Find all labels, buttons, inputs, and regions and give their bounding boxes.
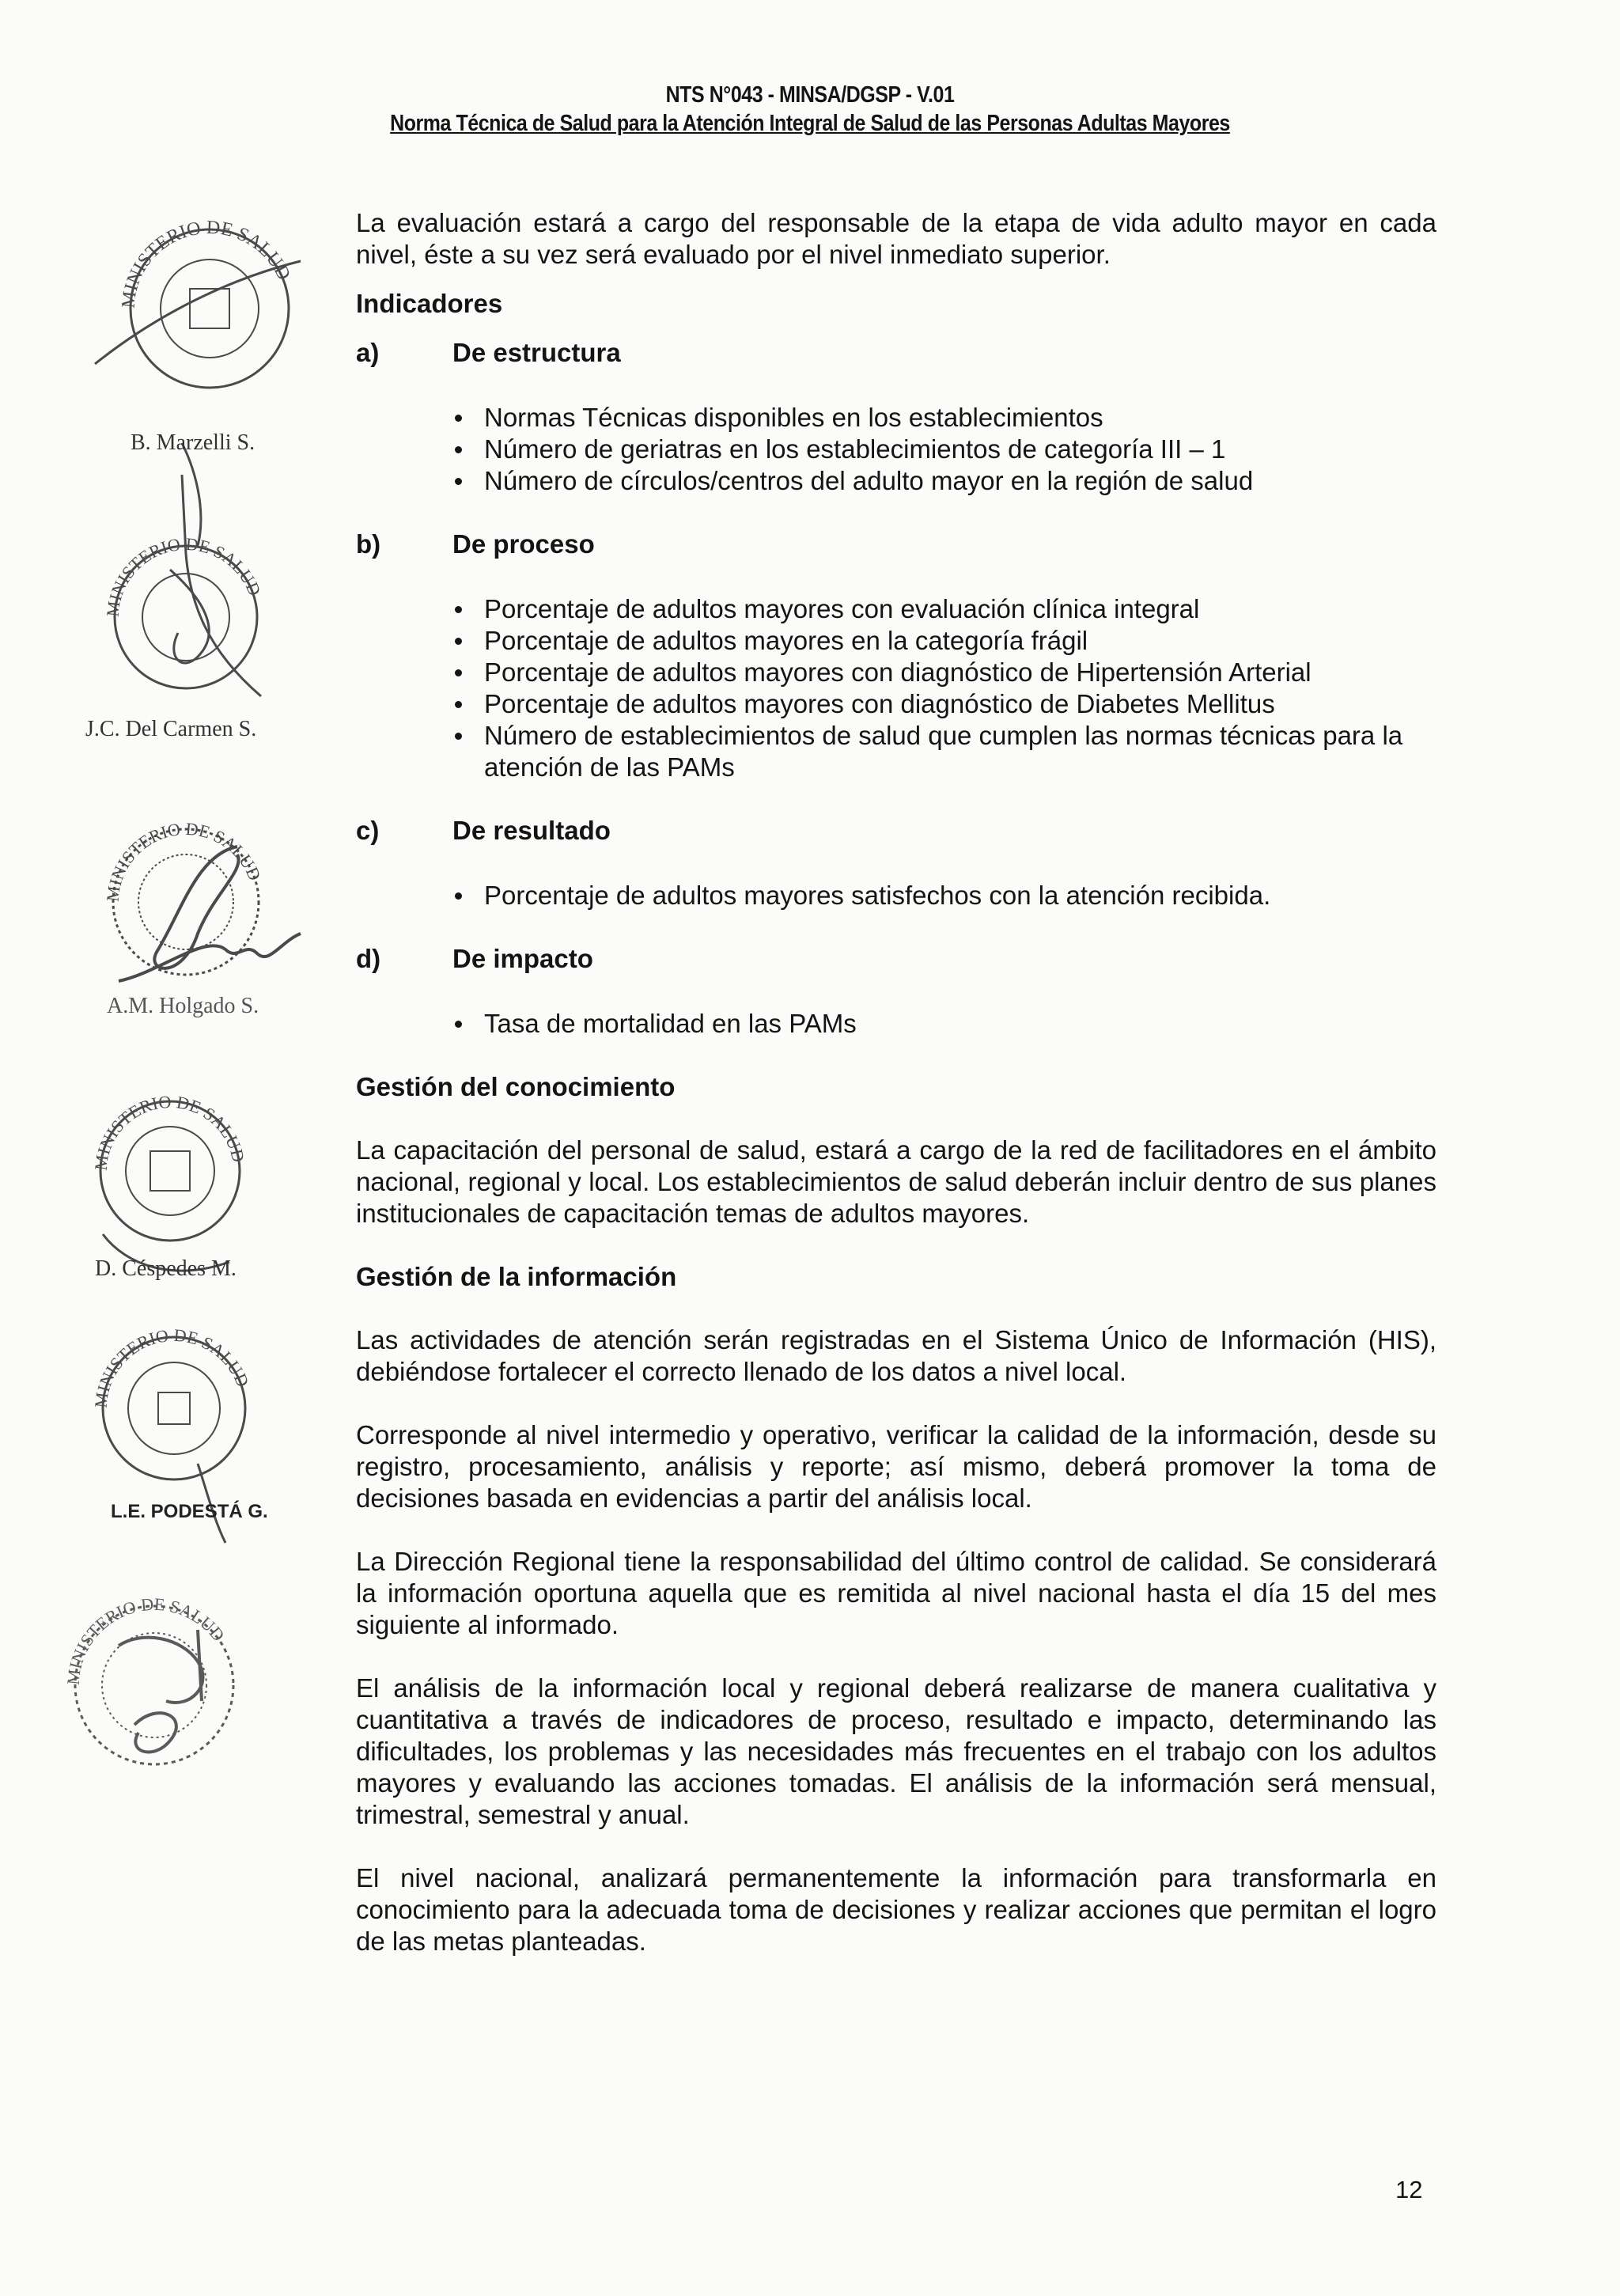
- page-number: 12: [1395, 2176, 1423, 2203]
- group-label: c): [356, 816, 380, 845]
- indicator-list-b: [356, 593, 1436, 783]
- header-code: NTS N°043 - MINSA/DGSP - V.01: [665, 82, 955, 108]
- seal-stamp-2: [103, 475, 265, 696]
- indicadores-heading: Indicadores: [356, 289, 503, 318]
- group-title: De estructura: [452, 338, 621, 367]
- informacion-paragraph-1: Las actividades de atención serán registradas en el Sistema Único de Información (HIS), debiéndose fortalecer el correcto llenado de los datos a nivel local.: [356, 1325, 1436, 1386]
- svg-text:MINISTERIO DE SALUD: MINISTERIO DE SALUD: [90, 1091, 249, 1172]
- list-item: Tasa de mortalidad en las PAMs: [356, 1008, 1436, 1040]
- document-body: [356, 207, 1436, 1957]
- svg-text:MINISTERIO DE SALUD: MINISTERIO DE SALUD: [62, 1593, 229, 1686]
- signature-name-2: J.C. Del Carmen S.: [85, 717, 257, 741]
- signature-name-4: D. Céspedes M.: [95, 1256, 237, 1281]
- seal-stamp-1: [95, 218, 301, 546]
- list-item: Porcentaje de adultos mayores satisfechos con la atención recibida.: [356, 880, 1436, 911]
- list-item: Porcentaje de adultos mayores con diagnóstico de Diabetes Mellitus: [356, 688, 1436, 720]
- informacion-paragraph-4: El análisis de la información local y regional deberá realizarse de manera cualitativa y cuantitativa a través de indicadores de proceso, resultado e impacto, determinando las dificultades, los problemas y las necesidades más frecuentes en el trabajo con los adultos mayores y evaluando las acciones tomadas. El análisis de la información será mensual, trimestral, semestral y anual.: [356, 1673, 1436, 1829]
- signature-name-3: A.M. Holgado S.: [107, 994, 259, 1018]
- svg-text:MINISTERIO DE SALUD: MINISTERIO DE SALUD: [90, 1324, 253, 1409]
- informacion-heading: Gestión de la información: [356, 1262, 677, 1291]
- group-label: b): [356, 529, 381, 559]
- stamp-text: MINISTERIO DE SALUD: [118, 217, 294, 309]
- informacion-paragraph-3: La Dirección Regional tiene la responsabilidad del último control de calidad. Se considerará la información oportuna aquella que es remitida al nivel nacional hasta el día 15 del mes siguiente al informado.: [356, 1547, 1436, 1639]
- signature-name-1: B. Marzelli S.: [131, 430, 255, 455]
- list-item: Normas Técnicas disponibles en los establecimientos: [356, 402, 1436, 434]
- indicator-group-d: [356, 943, 1436, 975]
- intro-paragraph: La evaluación estará a cargo del responsable de la etapa de vida adulto mayor en cada nivel, éste a su vez será evaluado por el nivel inmediato superior.: [356, 208, 1436, 269]
- informacion-paragraph-2: Corresponde al nivel intermedio y operativo, verificar la calidad de la información, desde su registro, procesamiento, análisis y reporte; así mismo, deberá promover la toma de decisiones basada en evidencias a partir del análisis local.: [356, 1420, 1436, 1513]
- svg-text:MINISTERIO DE SALUD: MINISTERIO DE SALUD: [102, 533, 265, 618]
- indicator-list-c: [356, 880, 1436, 911]
- indicator-group-b: [356, 529, 1436, 560]
- list-item: Porcentaje de adultos mayores con diagnóstico de Hipertensión Arterial: [356, 657, 1436, 688]
- informacion-paragraph-5: El nivel nacional, analizará permanentemente la información para transformarla en conocimiento para la adecuada toma de decisiones y realizar acciones que permitan el logro de las metas planteadas.: [356, 1863, 1436, 1956]
- indicator-list-d: [356, 1008, 1436, 1040]
- list-item: Número de círculos/centros del adulto mayor en la región de salud: [356, 465, 1436, 497]
- group-title: De impacto: [452, 944, 593, 973]
- svg-text:MINISTERIO DE SALUD: MINISTERIO DE SALUD: [102, 818, 265, 903]
- list-item: Número de geriatras en los establecimientos de categoría III – 1: [356, 434, 1436, 465]
- seal-stamp-6: [63, 1594, 233, 1764]
- conocimiento-paragraph: La capacitación del personal de salud, estará a cargo de la red de facilitadores en el ámbito nacional, regional y local. Los establecimientos de salud deberán incluir dentro de sus planes institucionales de capacitación temas de adultos mayores.: [356, 1135, 1436, 1228]
- seal-stamp-3: [103, 819, 301, 981]
- indicator-group-a: [356, 337, 1436, 369]
- list-item: Porcentaje de adultos mayores en la categoría frágil: [356, 625, 1436, 657]
- group-label: a): [356, 338, 380, 367]
- list-item: Porcentaje de adultos mayores con evaluación clínica integral: [356, 593, 1436, 625]
- conocimiento-heading: Gestión del conocimiento: [356, 1072, 676, 1101]
- indicator-group-c: [356, 815, 1436, 847]
- group-title: De proceso: [452, 529, 595, 559]
- indicator-list-a: [356, 402, 1436, 497]
- header-title: Norma Técnica de Salud para la Atención Integral de Salud de las Personas Adultas Mayores: [390, 111, 1230, 136]
- list-item: Número de establecimientos de salud que cumplen las normas técnicas para la atención de las PAMs: [356, 720, 1436, 783]
- seal-stamp-4: [91, 1092, 249, 1271]
- stamps-and-signatures: [0, 0, 348, 1820]
- group-label: d): [356, 944, 381, 973]
- signature-name-5: L.E. PODESTÁ G.: [111, 1501, 268, 1522]
- group-title: De resultado: [452, 816, 611, 845]
